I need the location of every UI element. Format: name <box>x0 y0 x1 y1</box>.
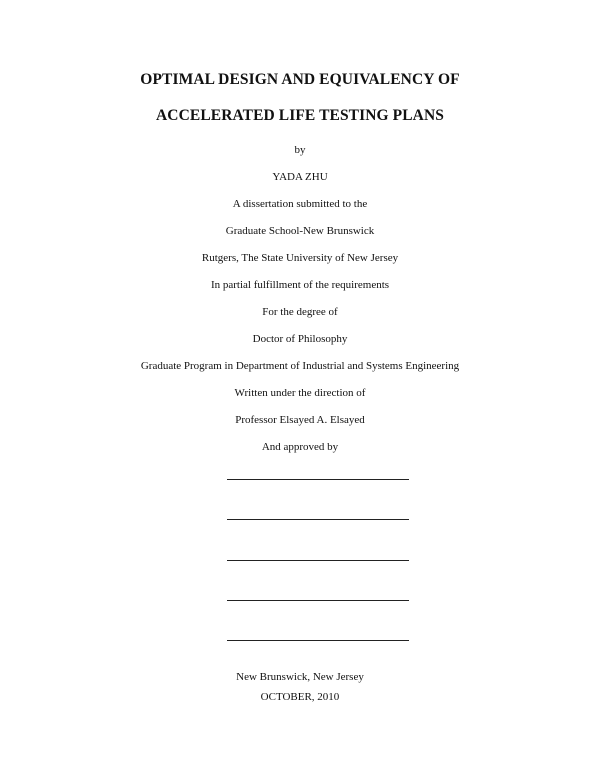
submission-line-3: Rutgers, The State University of New Jersey <box>201 252 399 264</box>
by-label: by <box>294 144 306 156</box>
signature-line <box>227 640 409 641</box>
signature-line <box>227 479 409 480</box>
signature-line <box>227 560 409 561</box>
approval-line: And approved by <box>261 441 339 453</box>
title-line-2: ACCELERATED LIFE TESTING PLANS <box>156 107 444 124</box>
program-name: Graduate Program in Department of Industrial and Systems Engineering <box>140 360 460 372</box>
location: New Brunswick, New Jersey <box>236 671 364 683</box>
date: OCTOBER, 2010 <box>260 691 340 703</box>
submission-line-5: For the degree of <box>262 306 338 318</box>
direction-line: Written under the direction of <box>234 387 366 399</box>
author-name: YADA ZHU <box>272 171 328 183</box>
advisor-name: Professor Elsayed A. Elsayed <box>235 414 365 426</box>
signature-line <box>227 519 409 520</box>
submission-line-4: In partial fulfillment of the requirements <box>210 279 390 291</box>
submission-line-1: A dissertation submitted to the <box>232 198 368 210</box>
signature-line <box>227 600 409 601</box>
title-line-1: OPTIMAL DESIGN AND EQUIVALENCY OF <box>140 71 460 88</box>
submission-line-2: Graduate School-New Brunswick <box>225 225 375 237</box>
degree-name: Doctor of Philosophy <box>252 333 348 345</box>
